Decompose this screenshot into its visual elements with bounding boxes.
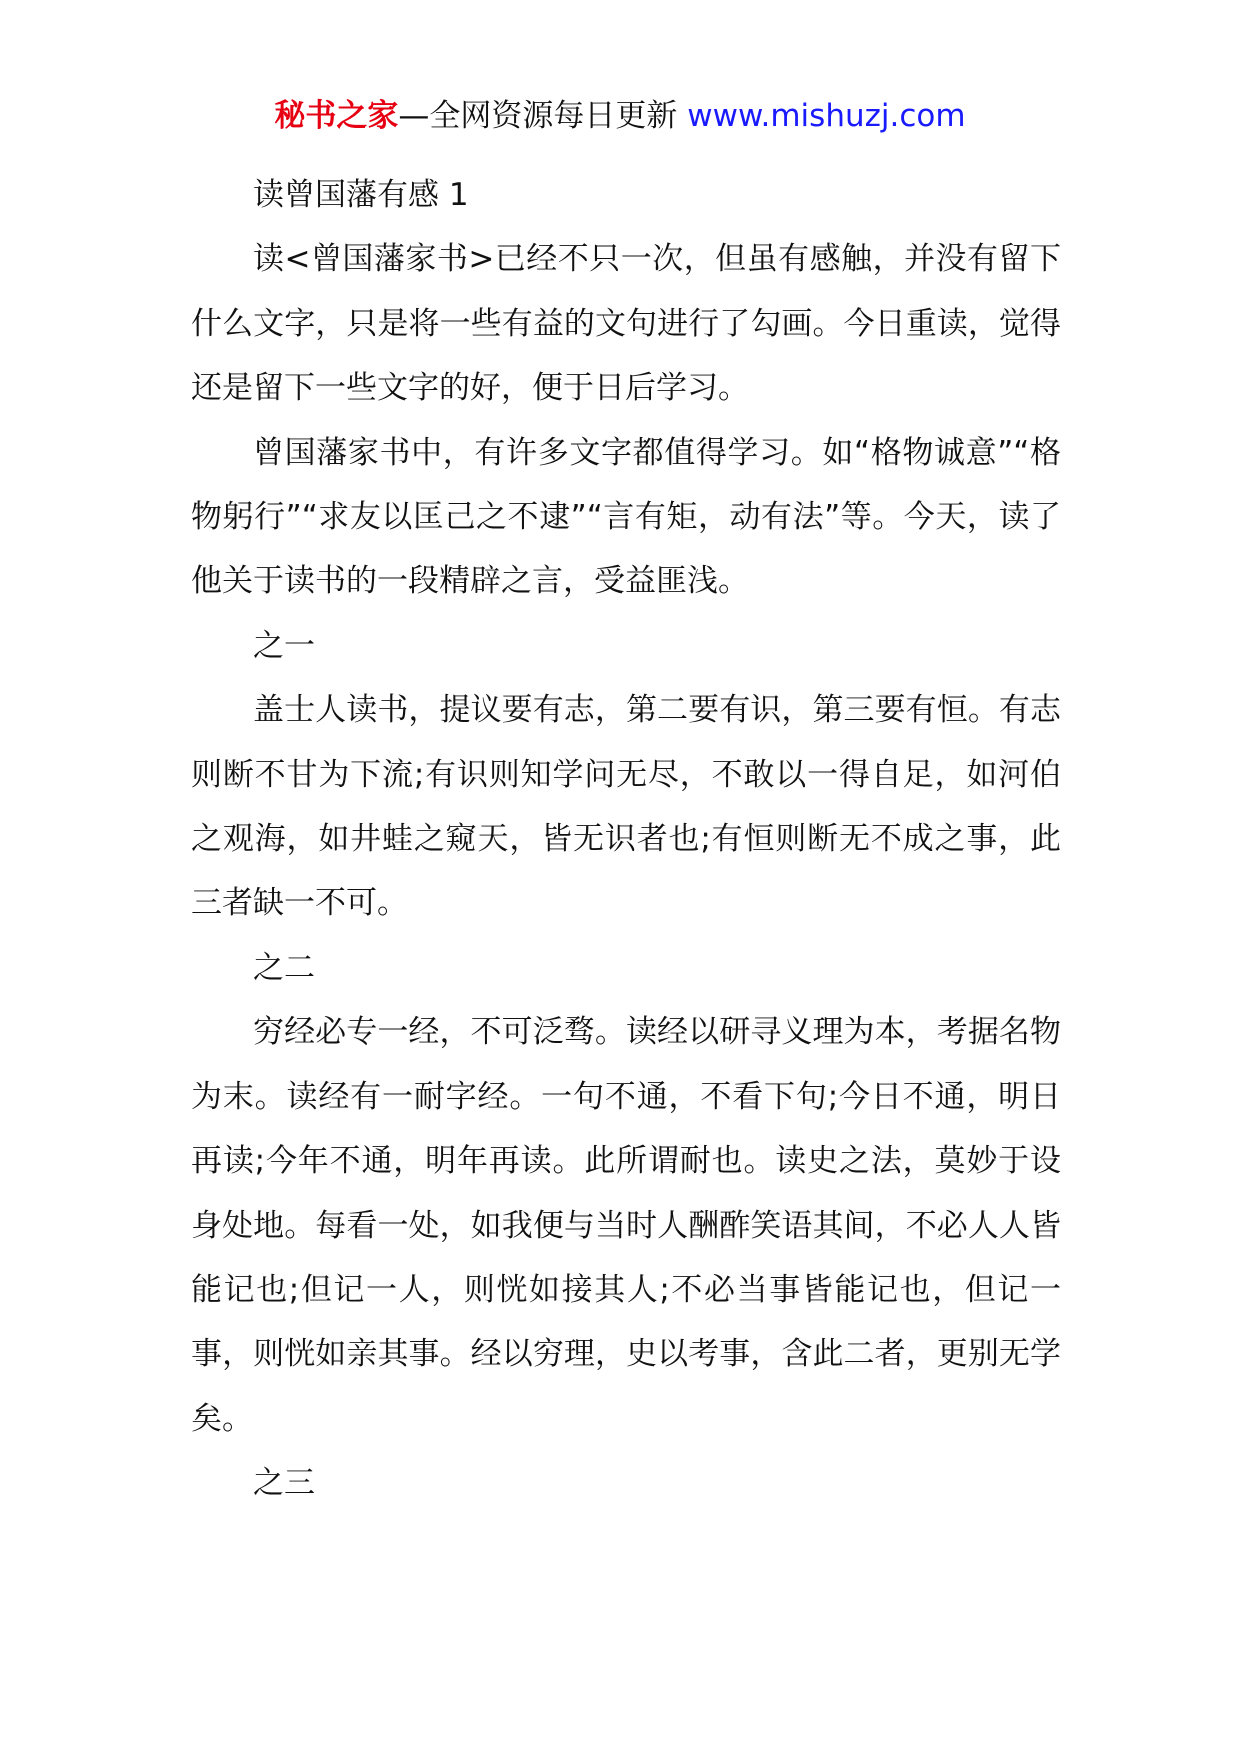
article-body: [191, 163, 1061, 1516]
section-heading-2: 之二: [253, 949, 315, 986]
article-title: 读曾国藩有感 1: [253, 177, 469, 213]
paragraph-section-2: 穷经必专一经，不可泛骛。读经以研寻义理为本，考据名物为末。读经有一耐字经。一句不通，不看下句;今日不通，明日再读;今年不通，明年再读。此所谓耐也。读史之法，莫妙于设身处地。每看一处，如我便与当时人酬酢笑语其间，不必人人皆能记也;但记一人，则恍如接其人;不必当事皆能记也，但记一事，则恍如亲其事。经以穷理，史以考事，含此二者，更别无学矣。: [191, 1014, 1061, 1437]
paragraph-intro: 读<曾国藩家书>已经不只一次，但虽有感触，并没有留下什么文字，只是将一些有益的文句进行了勾画。今日重读，觉得还是留下一些文字的好，便于日后学习。: [191, 241, 1061, 407]
site-tagline: —全网资源每日更新: [398, 98, 678, 134]
site-url-link[interactable]: www.mishuzj.com: [687, 98, 966, 134]
section-heading-3: 之三: [253, 1465, 315, 1502]
site-header: [0, 96, 1240, 136]
brand-name: 秘书之家: [274, 98, 399, 134]
section-heading-1: 之一: [253, 627, 315, 664]
paragraph-section-1: 盖士人读书，提议要有志，第二要有识，第三要有恒。有志则断不甘为下流;有识则知学问无尽，不敢以一得自足，如河伯之观海，如井蛙之窥天，皆无识者也;有恒则断无不成之事，此三者缺一不可。: [191, 692, 1061, 922]
paragraph-context: 曾国藩家书中，有许多文字都值得学习。如“格物诚意”“格物躬行”“求友以匡己之不逮”“言有矩，动有法”等。今天，读了他关于读书的一段精辟之言，受益匪浅。: [191, 434, 1061, 600]
